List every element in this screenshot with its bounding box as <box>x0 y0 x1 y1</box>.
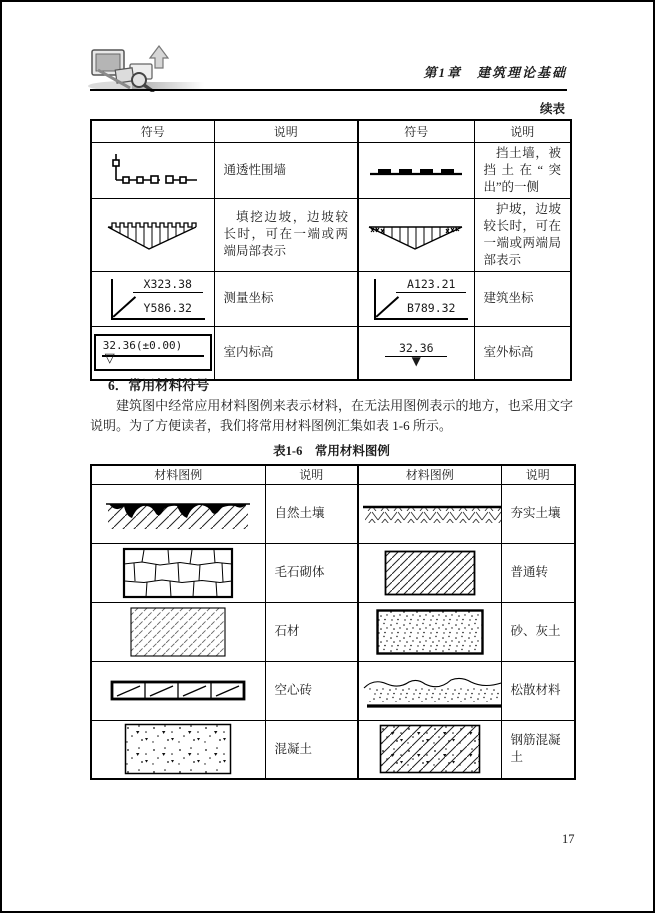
material-description: 石材 <box>265 602 358 661</box>
section-heading: 6．常用材料符号 <box>108 378 210 393</box>
table-row <box>91 484 575 543</box>
revetment-icon <box>359 215 474 255</box>
retaining-wall-icon <box>359 158 474 182</box>
brick-hatch-icon <box>359 550 501 596</box>
material-table-header-row <box>91 465 575 484</box>
symbol-description: 挡土墙，被挡土在“突出”的一侧 <box>474 142 571 198</box>
material-description: 砂、灰土 <box>501 602 575 661</box>
survey-x-value: X323.38 <box>133 277 203 293</box>
survey-y-value: Y586.32 <box>143 300 192 315</box>
building-coordinate-icon <box>360 275 472 323</box>
col-header-symbol: 符号 <box>91 120 214 142</box>
symbol-description: 填挖边坡，边坡较长时，可在一端或两端局部表示 <box>214 198 358 271</box>
indoor-elevation-icon <box>94 334 212 371</box>
table-row <box>91 720 575 779</box>
material-description: 自然土壤 <box>265 484 358 543</box>
table-row <box>91 198 571 271</box>
material-description: 普通转 <box>501 543 575 602</box>
table-caption: 表1-6 常用材料图例 <box>273 444 390 458</box>
page-number: 17 <box>562 832 575 846</box>
hollow-brick-icon <box>92 680 265 702</box>
sand-lime-icon <box>359 609 501 655</box>
filled-triangle-icon: ▼ <box>411 353 421 368</box>
symbol-table <box>90 119 572 381</box>
col-header-material: 材料图例 <box>358 465 501 484</box>
col-header-desc: 说明 <box>214 120 358 142</box>
col-header-desc: 说明 <box>265 465 358 484</box>
outdoor-elevation-value: 32.36 <box>385 341 447 357</box>
table-row <box>91 271 571 326</box>
material-description: 松散材料 <box>501 661 575 720</box>
header-rule <box>90 89 567 91</box>
material-description: 空心砖 <box>265 661 358 720</box>
cut-fill-slope-icon <box>92 215 214 255</box>
concrete-icon <box>92 723 265 775</box>
continued-table-label: 续表 <box>539 102 565 116</box>
symbol-description: 测量坐标 <box>214 271 358 326</box>
loose-material-icon <box>359 670 501 712</box>
col-header-material: 材料图例 <box>91 465 265 484</box>
outdoor-elevation-icon <box>381 340 451 366</box>
section-paragraph: 建筑图中经常应用材料图例来表示材料，在无法用图例表示的地方，也采用文字说明。为了方便读者，我们将常用材料图例汇集如表 1-6 所示。 <box>90 398 573 433</box>
symbol-description: 建筑坐标 <box>474 271 571 326</box>
symbol-description: 室内标高 <box>214 326 358 380</box>
material-table <box>90 464 576 780</box>
chapter-title: 第1章 建筑理论基础 <box>423 65 567 80</box>
symbol-table-header-row <box>91 120 571 142</box>
col-header-symbol: 符号 <box>358 120 474 142</box>
chapter-logo-graphic <box>86 42 206 92</box>
table-row <box>91 661 575 720</box>
building-b-value: B789.32 <box>407 300 456 315</box>
symbol-description: 通透性围墙 <box>214 142 358 198</box>
table-row <box>91 543 575 602</box>
table-row <box>91 602 575 661</box>
col-header-desc: 说明 <box>474 120 571 142</box>
indoor-elevation-value: 32.36(±0.00) <box>102 339 183 353</box>
material-description: 钢筋混凝土 <box>501 720 575 779</box>
symbol-description: 室外标高 <box>474 326 571 380</box>
building-a-value: A123.21 <box>396 277 466 293</box>
hollow-triangle-icon: ▽ <box>104 351 115 367</box>
stone-hatch-icon <box>92 607 265 657</box>
table-row <box>91 326 571 380</box>
material-description: 混凝土 <box>265 720 358 779</box>
table-row <box>91 142 571 198</box>
survey-coordinate-icon <box>97 275 209 323</box>
rubble-masonry-icon <box>92 547 265 599</box>
material-description: 夯实土壤 <box>501 484 575 543</box>
compacted-soil-icon <box>359 498 501 530</box>
natural-soil-icon <box>92 494 265 534</box>
reinforced-concrete-icon <box>359 724 501 774</box>
material-description: 毛石砌体 <box>265 543 358 602</box>
fence-icon <box>92 151 214 189</box>
col-header-desc: 说明 <box>501 465 575 484</box>
symbol-description: 护坡，边坡较长时，可在一端或两端局部表示 <box>474 198 571 271</box>
